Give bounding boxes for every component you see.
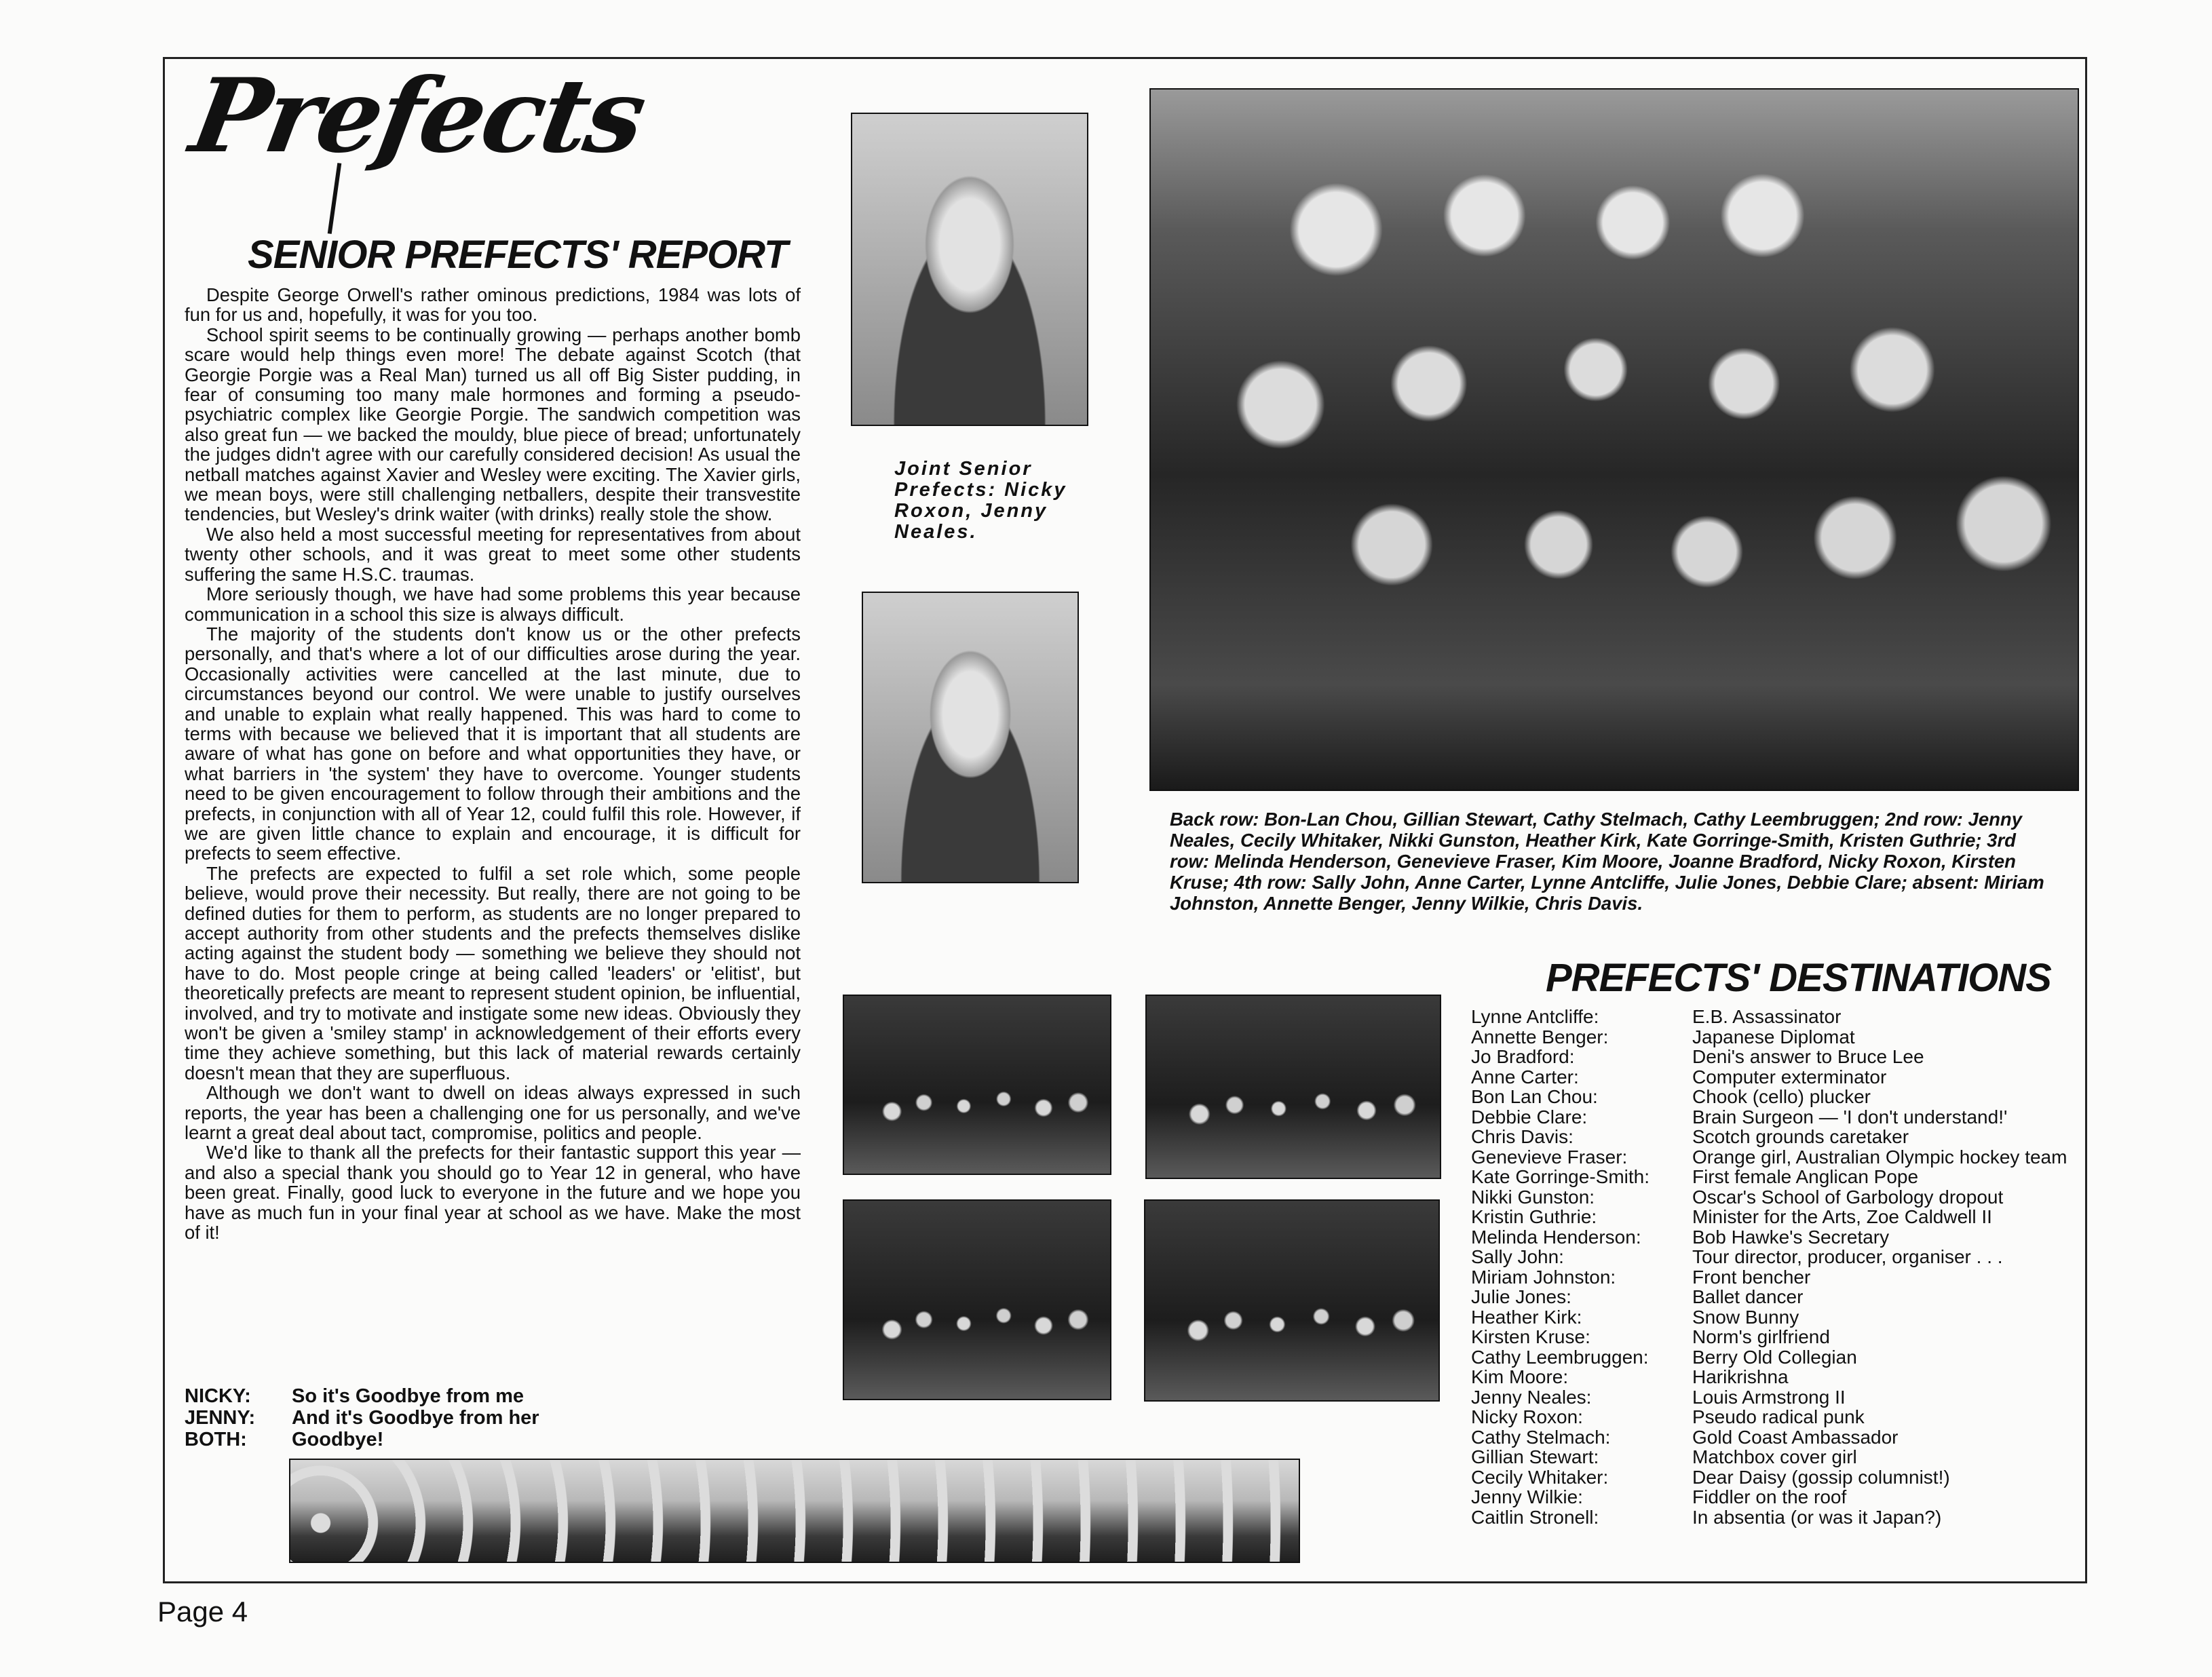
report-paragraph: More seriously though, we have had some problems this year because communication in a school this size is always difficult.	[185, 583, 801, 625]
report-title: SENIOR PREFECTS' REPORT	[248, 233, 788, 277]
destination-value: Deni's answer to Bruce Lee	[1692, 1046, 1924, 1067]
signoff-line: So it's Goodbye from me	[292, 1385, 525, 1407]
destination-row	[1471, 1147, 2082, 1168]
destination-value: Oscar's School of Garbology dropout	[1692, 1186, 2004, 1208]
candid-photo	[1145, 995, 1441, 1179]
destination-row	[1471, 1167, 2082, 1187]
destination-row	[1471, 1187, 2082, 1208]
prefects-group-photo	[1149, 88, 2079, 791]
signoff-line: And it's Goodbye from her	[292, 1407, 539, 1429]
destination-row	[1471, 1467, 2082, 1488]
report-paragraph: We also held a most successful meeting for representatives from about twenty other schools, and it was great to meet some other students suffering the same H.S.C. traumas.	[185, 523, 801, 585]
destination-row	[1471, 1427, 2082, 1448]
destination-value: Orange girl, Australian Olympic hockey team	[1692, 1146, 2067, 1168]
destination-row	[1471, 1507, 2082, 1528]
destination-row	[1471, 1247, 2082, 1267]
destination-row	[1471, 1207, 2082, 1227]
report-body	[185, 285, 801, 1243]
report-paragraph: The majority of the students don't know us or the other prefects personally, and that's where a lot of our difficulties arose during the year. Occasionally activities were cancelled at the last minute, due to circumstances beyond our control. We were unable to justify ourselves and unable to explain what really happened. This was hard to come to terms with because we believed that it is important that all students are aware of what has gone on before and what opportunities they have, or what barriers in 'the system' they have to overcome. Younger students need to be given encouragement to follow through their ambitions and the prefects, in conjunction with all of Year 12, could fulfil this role. However, if we are given little chance to explain and encourage, it is difficult for prefects to seem effective.	[185, 623, 801, 864]
signoff-speaker: JENNY:	[185, 1407, 256, 1429]
destination-value: Bob Hawke's Secretary	[1692, 1226, 1890, 1248]
signoff	[185, 1385, 539, 1450]
group-photo-caption: Back row: Bon-Lan Chou, Gillian Stewart, Cathy Stelmach, Cathy Leembruggen; 2nd row: Jenny Neales, Cecily Whitaker, Nikki Gunston, Heather Kirk, Kate Gorringe-Smith, Kristen Guthrie; 3rd row: Melinda Henderson, Genevieve Fraser, Kim Moore, Joanne Bradford, Nicky Roxon, Kirsten Kruse; 4th row: Sally John, Anne Carter, Lynne Antcliffe, Julie Jones, Debbie Clare; absent: Miriam Johnston, Annette Benger, Jenny Wilkie, Chris Davis.	[1170, 809, 2044, 914]
destination-name: Julie Jones:	[1471, 1286, 1571, 1307]
destination-row	[1471, 1067, 2082, 1087]
destination-value: Snow Bunny	[1692, 1306, 1799, 1328]
report-paragraph: Despite George Orwell's rather ominous predictions, 1984 was lots of fun for us and, hopefully, it was for you too.	[185, 284, 801, 326]
destination-name: Annette Benger:	[1471, 1026, 1609, 1047]
destination-value: Norm's girlfriend	[1692, 1326, 1830, 1347]
destination-row	[1471, 1447, 2082, 1467]
destination-value: Tour director, producer, organiser . . .	[1692, 1246, 2003, 1267]
destination-row	[1471, 1487, 2082, 1507]
destination-name: Chris Davis:	[1471, 1126, 1574, 1147]
destination-name: Genevieve Fraser:	[1471, 1146, 1628, 1168]
destination-row	[1471, 1387, 2082, 1408]
destination-name: Nikki Gunston:	[1471, 1186, 1595, 1208]
destination-value: Gold Coast Ambassador	[1692, 1426, 1899, 1448]
signoff-row	[185, 1385, 539, 1407]
report-paragraph: Although we don't want to dwell on ideas always expressed in such reports, the year has been a challenging one for us personally, and we've learnt a great deal about tact, compromise, politics and people.	[185, 1082, 801, 1144]
destination-name: Gillian Stewart:	[1471, 1446, 1599, 1467]
signoff-row	[185, 1429, 539, 1450]
destination-value: Louis Armstrong II	[1692, 1386, 1846, 1408]
joint-prefects-caption: Joint Senior Prefects: Nicky Roxon, Jenny Neales.	[894, 458, 1067, 543]
destination-row	[1471, 1287, 2082, 1307]
page-number: Page 4	[157, 1596, 248, 1627]
destination-value: Harikrishna	[1692, 1366, 1789, 1387]
report-paragraph: We'd like to thank all the prefects for their fantastic support this year — and also a special thank you should go to Year 12 in general, who have been great. Finally, good luck to everyone in the future and we hope you have as much fun in your final year at school as we have. Make the most of it!	[185, 1142, 801, 1244]
destination-value: Chook (cello) plucker	[1692, 1086, 1871, 1107]
destination-row	[1471, 1107, 2082, 1127]
destination-value: Japanese Diplomat	[1692, 1026, 1855, 1047]
destination-value: Dear Daisy (gossip columnist!)	[1692, 1466, 1950, 1488]
destination-value: Front bencher	[1692, 1266, 1811, 1288]
destination-value: E.B. Assassinator	[1692, 1006, 1842, 1027]
destination-value: Pseudo radical punk	[1692, 1406, 1865, 1427]
destination-name: Kirsten Kruse:	[1471, 1326, 1590, 1347]
destination-value: Computer exterminator	[1692, 1066, 1887, 1087]
destination-name: Jo Bradford:	[1471, 1046, 1575, 1067]
year-group-strip-photo	[289, 1459, 1300, 1563]
signoff-line: Goodbye!	[292, 1429, 384, 1450]
signoff-speaker: BOTH:	[185, 1429, 247, 1450]
portrait-photo-jenny	[862, 592, 1079, 883]
destination-value: Matchbox cover girl	[1692, 1446, 1857, 1467]
candid-photo	[843, 1199, 1111, 1400]
destination-name: Cathy Leembruggen:	[1471, 1346, 1649, 1368]
destination-name: Kim Moore:	[1471, 1366, 1569, 1387]
destination-name: Lynne Antcliffe:	[1471, 1006, 1599, 1027]
destination-name: Cathy Stelmach:	[1471, 1426, 1611, 1448]
destination-row	[1471, 1027, 2082, 1047]
destination-row	[1471, 1407, 2082, 1427]
destination-name: Cecily Whitaker:	[1471, 1466, 1609, 1488]
destination-name: Heather Kirk:	[1471, 1306, 1582, 1328]
destination-row	[1471, 1267, 2082, 1288]
destination-value: Fiddler on the roof	[1692, 1486, 1847, 1507]
destination-name: Caitlin Stronell:	[1471, 1506, 1599, 1528]
report-paragraph: School spirit seems to be continually growing — perhaps another bomb scare would help things even more! The debate against Scotch (that Georgie Porgie was a Real Man) turned us all off Big Sister pudding, in fear of consuming too many male hormones and forming a pseudo-psychiatric complex like Georgie Porgie. The sandwich competition was also great fun — we backed the mouldy, blue piece of bread; unfortunately the judges didn't agree with our carefully considered decision! As usual the netball matches against Xavier and Wesley were exciting. The Xavier girls, we mean boys, were still challenging netballers, despite their transvestite tendencies, but Wesley's drink waiter (with drinks) really stole the show.	[185, 324, 801, 525]
destination-value: Scotch grounds caretaker	[1692, 1126, 1909, 1147]
destination-name: Miriam Johnston:	[1471, 1266, 1616, 1288]
destination-name: Sally John:	[1471, 1246, 1564, 1267]
destination-row	[1471, 1007, 2082, 1027]
destination-name: Nicky Roxon:	[1471, 1406, 1583, 1427]
destination-name: Kristin Guthrie:	[1471, 1206, 1597, 1227]
destination-name: Jenny Wilkie:	[1471, 1486, 1583, 1507]
destination-row	[1471, 1087, 2082, 1107]
destination-value: Brain Surgeon — 'I don't understand!'	[1692, 1106, 2008, 1127]
destination-value: Berry Old Collegian	[1692, 1346, 1857, 1368]
signoff-speaker: NICKY:	[185, 1385, 251, 1407]
destination-row	[1471, 1047, 2082, 1067]
candid-photo	[1144, 1199, 1440, 1402]
destination-name: Debbie Clare:	[1471, 1106, 1588, 1127]
destination-row	[1471, 1127, 2082, 1147]
signoff-row	[185, 1407, 539, 1429]
destination-row	[1471, 1367, 2082, 1387]
candid-photo	[843, 995, 1111, 1175]
prefects-logo: Prefects	[183, 56, 652, 176]
destination-name: Anne Carter:	[1471, 1066, 1579, 1087]
destination-value: In absentia (or was it Japan?)	[1692, 1506, 1942, 1528]
destination-row	[1471, 1307, 2082, 1328]
destination-row	[1471, 1327, 2082, 1347]
destination-name: Bon Lan Chou:	[1471, 1086, 1598, 1107]
report-paragraph: The prefects are expected to fulfil a set role which, some people believe, would prove their necessity. But really, there are not going to be defined duties for them to perform, as students are no longer prepared to accept authority from other students and the prefects themselves dislike acting against the student body — something we believe they should not have to do. Most people cringe at being called 'leaders' or 'elitist', but theoretically prefects are meant to represent student opinion, be influential, involved, and try to motivate and instigate some new ideas. Obviously they won't be given a 'smiley stamp' in acknowledgement of their efforts every time they achieve something, but this lack of material rewards certainly doesn't mean that they are superfluous.	[185, 862, 801, 1083]
destination-name: Jenny Neales:	[1471, 1386, 1592, 1408]
destination-value: Minister for the Arts, Zoe Caldwell II	[1692, 1206, 1992, 1227]
destination-row	[1471, 1347, 2082, 1368]
destinations-title: PREFECTS' DESTINATIONS	[1546, 956, 2051, 1000]
destination-value: First female Anglican Pope	[1692, 1166, 1919, 1187]
destination-value: Ballet dancer	[1692, 1286, 1804, 1307]
destination-row	[1471, 1227, 2082, 1248]
portrait-photo-nicky	[851, 113, 1088, 426]
destination-name: Kate Gorringe-Smith:	[1471, 1166, 1650, 1187]
destinations-list	[1471, 1007, 2082, 1527]
destination-name: Melinda Henderson:	[1471, 1226, 1641, 1248]
